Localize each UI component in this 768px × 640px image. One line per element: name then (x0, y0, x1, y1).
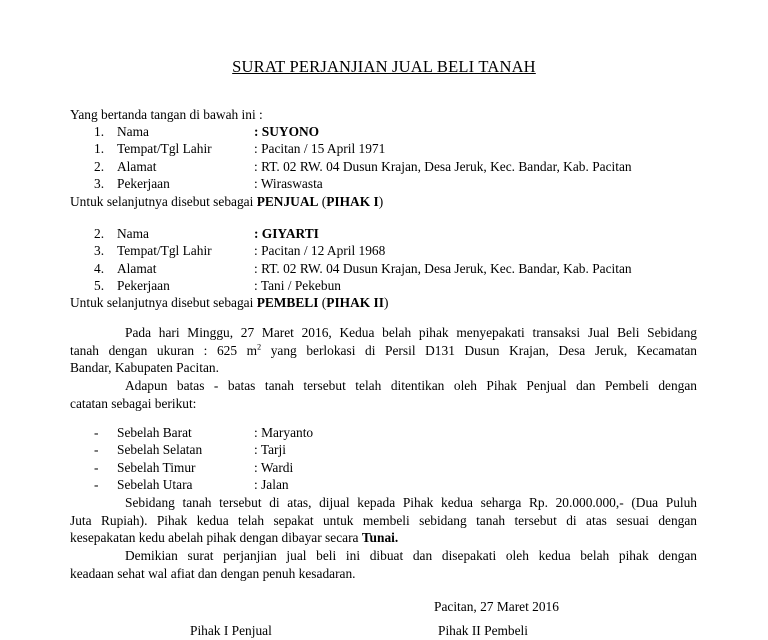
row-label: Alamat (117, 261, 157, 276)
signature-label-seller: Pihak I Penjual (190, 623, 272, 638)
row-value: : Wardi (254, 460, 294, 475)
summary-close: ) (383, 295, 389, 310)
paragraph-line: Demikian surat perjanjian jual beli ini dibuat dan disepakati oleh kedua belah pihak dengan (125, 548, 697, 563)
line-text: kesepakatan kedu abelah pihak dengan dibayar secara (70, 530, 362, 546)
signature-label-buyer: Pihak II Pembeli (438, 623, 529, 638)
row-label: Nama (117, 124, 149, 139)
paragraph-line: catatan sebagai berikut: (70, 395, 197, 411)
pihak2-summary (70, 294, 388, 312)
paragraph-price (70, 494, 697, 547)
line-text: yang berlokasi di Persil D131 Dusun Krajan, Desa Jeruk, Kecamatan (261, 342, 697, 358)
row-label: Tempat/Tgl Lahir (117, 243, 212, 258)
pihak2-row-alamat (0, 260, 768, 278)
pihak2-row-pekerjaan (0, 277, 768, 295)
row-number: 4. (94, 261, 105, 276)
pihak1-row-nama (0, 123, 768, 141)
pihak1-row-pekerjaan (0, 175, 768, 193)
paragraph-line: Bandar, Kabupaten Pacitan. (70, 360, 219, 376)
paragraph-line (70, 529, 697, 547)
paragraph-line (70, 342, 697, 360)
summary-prefix: Untuk selanjutnya disebut sebagai (70, 295, 257, 310)
row-label: Sebelah Timur (117, 460, 196, 475)
summary-prefix: Untuk selanjutnya disebut sebagai (70, 194, 257, 209)
summary-open: ( (318, 194, 327, 209)
row-value: : RT. 02 RW. 04 Dusun Krajan, Desa Jeruk, Kec. Bandar, Kab. Pacitan (254, 261, 632, 276)
paragraph-boundaries (70, 377, 697, 412)
pihak1-summary (70, 193, 383, 211)
summary-party: PIHAK II (326, 295, 384, 310)
row-value: : RT. 02 RW. 04 Dusun Krajan, Desa Jeruk, Kec. Bandar, Kab. Pacitan (254, 159, 632, 174)
row-number: 1. (94, 124, 105, 139)
row-value: : Jalan (254, 477, 289, 492)
superscript: 2 (257, 342, 262, 352)
list-dash: - (94, 442, 99, 457)
batas-row (0, 441, 768, 459)
summary-role: PEMBELI (256, 295, 319, 310)
batas-row (0, 476, 768, 494)
row-value: : SUYONO (254, 124, 320, 139)
summary-party: PIHAK I (326, 194, 379, 209)
row-number: 3. (94, 176, 105, 191)
list-dash: - (94, 425, 99, 440)
place-date: Pacitan, 27 Maret 2016 (434, 599, 559, 614)
row-value: : GIYARTI (254, 226, 319, 241)
payment-method: Tunai. (361, 530, 399, 546)
paragraph-line: Pada hari Minggu, 27 Maret 2016, Kedua belah pihak menyepakati transaksi Jual Beli Sebidang (125, 325, 697, 340)
pihak2-row-nama (0, 225, 768, 243)
row-label: Tempat/Tgl Lahir (117, 141, 212, 156)
pihak1-row-alamat (0, 158, 768, 176)
batas-row (0, 424, 768, 442)
row-label: Pekerjaan (117, 176, 170, 191)
paragraph-closing (70, 547, 697, 582)
list-dash: - (94, 460, 99, 475)
row-label: Alamat (117, 159, 157, 174)
list-dash: - (94, 477, 99, 492)
row-value: : Pacitan / 12 April 1968 (254, 243, 386, 258)
row-value: : Maryanto (254, 425, 314, 440)
paragraph-line: Adapun batas - batas tanah tersebut telah ditentikan oleh Pihak Penjual dan Pembeli dengan (125, 378, 697, 393)
paragraph-transaction (70, 324, 697, 377)
batas-row (0, 459, 768, 477)
row-value: : Tani / Pekebun (254, 278, 341, 293)
summary-open: ( (318, 295, 327, 310)
row-label: Sebelah Barat (117, 425, 192, 440)
row-number: 2. (94, 159, 105, 174)
paragraph-line: Sebidang tanah tersebut di atas, dijual kepada Pihak kedua seharga Rp. 20.000.000,- (Dua Puluh (125, 495, 697, 510)
line-text: tanah dengan ukuran : 625 m (70, 342, 258, 358)
row-value: : Tarji (254, 442, 286, 457)
intro-text: Yang bertanda tangan di bawah ini : (70, 107, 263, 122)
document-title: SURAT PERJANJIAN JUAL BELI TANAH (232, 57, 536, 76)
pihak2-row-ttl (0, 242, 768, 260)
row-number: 1. (94, 141, 105, 156)
summary-role: PENJUAL (256, 194, 319, 209)
row-label: Sebelah Selatan (117, 442, 203, 457)
row-number: 5. (94, 278, 105, 293)
row-number: 3. (94, 243, 105, 258)
row-label: Sebelah Utara (117, 477, 193, 492)
row-value: : Wiraswasta (254, 176, 323, 191)
row-label: Nama (117, 226, 149, 241)
row-label: Pekerjaan (117, 278, 170, 293)
pihak1-row-ttl (0, 140, 768, 158)
row-value: : Pacitan / 15 April 1971 (254, 141, 386, 156)
paragraph-line: keadaan sehat wal afiat dan dengan penuh kesadaran. (70, 565, 356, 581)
summary-close: ) (378, 194, 384, 209)
paragraph-line: Juta Rupiah). Pihak kedua telah sepakat untuk membeli sebidang tanah tersebut di atas sesuai dengan (70, 512, 697, 528)
row-number: 2. (94, 226, 105, 241)
